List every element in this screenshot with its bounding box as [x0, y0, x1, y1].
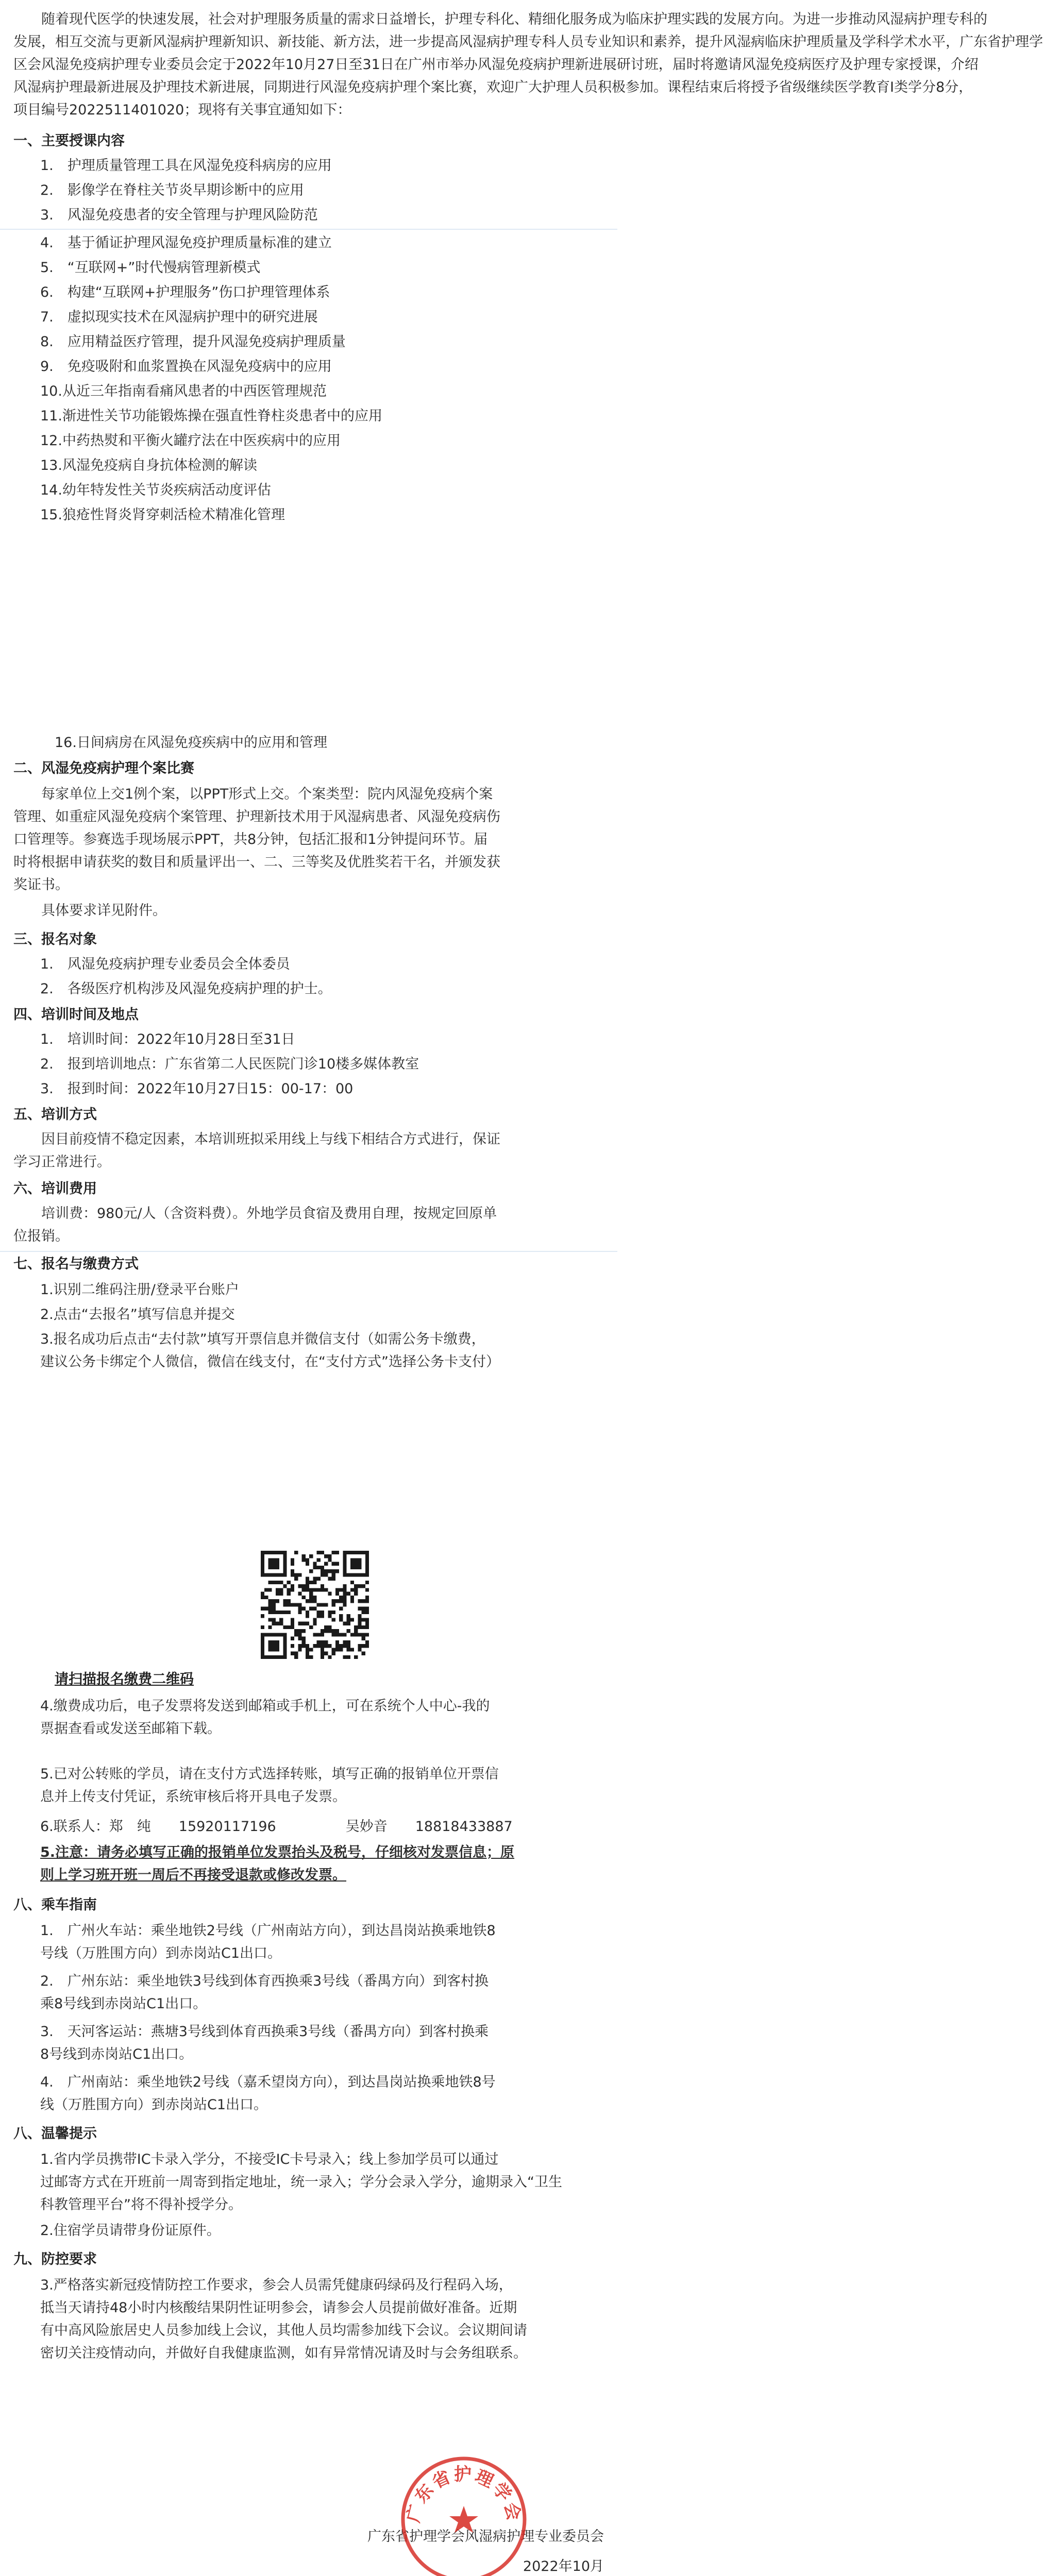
intro-line: 项目编号2022511401020；现将有关事宜通知如下： — [13, 102, 351, 118]
list-item: 4. 基于循证护理风湿免疫护理质量标准的建立 — [40, 235, 332, 251]
list-item: 1.识别二维码注册/登录平台账户 — [40, 1282, 239, 1298]
divider — [0, 229, 617, 230]
section-heading: 七、报名与缴费方式 — [13, 1256, 139, 1272]
list-item: 13.风湿免疫病自身抗体检测的解读 — [40, 457, 257, 473]
list-item: 12.中药热熨和平衡火罐疗法在中医疾病中的应用 — [40, 433, 341, 449]
official-seal-stamp — [397, 2452, 531, 2576]
signature-date: 2022年10月 — [523, 2558, 604, 2574]
contact-line: 6.联系人：郑 纯 15920117196 吴妙音 18818433887 — [40, 1819, 513, 1835]
paragraph-line: 有中高风险旅居史人员参加线上会议，其他人员均需参加线下会议。会议期间请 — [40, 2323, 527, 2338]
section-heading: 四、培训时间及地点 — [13, 1007, 139, 1023]
list-item: 15.狼疮性肾炎肾穿刺活检术精准化管理 — [40, 507, 285, 523]
tip-line: 科教管理平台”将不得补授学分。 — [40, 2197, 242, 2213]
list-item: 14.幼年特发性关节炎疾病活动度评估 — [40, 482, 271, 498]
paragraph-line: 管理、如重症风湿免疫病个案管理、护理新技术用于风湿病患者、风湿免疫病伤 — [13, 809, 500, 825]
list-item: 10.从近三年指南看痛风患者的中西医管理规范 — [40, 383, 327, 399]
paragraph-line: 口管理等。参赛选手现场展示PPT，共8分钟，包括汇报和1分钟提问环节。届 — [13, 832, 488, 848]
paragraph-line: 培训费：980元/人（含资料费）。外地学员食宿及费用自理，按规定回原单 — [41, 1206, 497, 1222]
list-item: 2. 报到培训地点：广东省第二人民医院门诊10楼多媒体教室 — [40, 1056, 419, 1072]
paragraph-line: 具体要求详见附件。 — [41, 903, 166, 919]
intro-line: 发展，相互交流与更新风湿病护理新知识、新技能、新方法，进一步提高风湿病护理专科人员专业知识和素养，提升风湿病临床护理质量及学科学术水平，广东省护理学 — [13, 34, 1043, 50]
paragraph-line: 时将根据申请获奖的数目和质量评出一、二、三等奖及优胜奖若干名，并颁发获 — [13, 854, 500, 870]
paragraph-line: 密切关注疫情动向，并做好自我健康监测，如有异常情况请及时与会务组联系。 — [40, 2345, 527, 2361]
list-item: 3. 报到时间：2022年10月27日15：00-17：00 — [40, 1081, 354, 1097]
route-line: 线（万胜围方向）到赤岗站C1出口。 — [40, 2097, 268, 2113]
paragraph-line: 每家单位上交1例个案，以PPT形式上交。个案类型：院内风湿免疫病个案 — [41, 786, 493, 802]
paragraph-line: 因目前疫情不稳定因素，本培训班拟采用线上与线下相结合方式进行，保证 — [41, 1131, 500, 1147]
list-item: 6. 构建“互联网+护理服务”伤口护理管理体系 — [40, 284, 330, 300]
list-item: 11.渐进性关节功能锻炼操在强直性脊柱炎患者中的应用 — [40, 408, 382, 424]
route-line: 乘8号线到赤岗站C1出口。 — [40, 1996, 207, 2012]
paragraph-line: 4.缴费成功后，电子发票将发送到邮箱或手机上，可在系统个人中心-我的 — [40, 1698, 490, 1714]
tip-line: 2.住宿学员请带身份证原件。 — [40, 2223, 221, 2239]
section-heading: 一、主要授课内容 — [13, 133, 125, 149]
route-line: 8号线到赤岗站C1出口。 — [40, 2046, 193, 2062]
list-item: 1. 护理质量管理工具在风湿免疫科病房的应用 — [40, 158, 332, 174]
paragraph-line: 建议公务卡绑定个人微信，微信在线支付，在“支付方式”选择公务卡支付） — [40, 1354, 500, 1370]
route-line: 2. 广州东站：乘坐地铁3号线到体育西换乘3号线（番禺方向）到客村换 — [40, 1973, 489, 1989]
paragraph-line: 奖证书。 — [13, 877, 69, 893]
qr-caption: 请扫描报名缴费二维码 — [55, 1671, 194, 1687]
section-heading: 八、乘车指南 — [13, 1897, 97, 1913]
list-item: 8. 应用精益医疗管理，提升风湿免疫病护理质量 — [40, 334, 346, 350]
list-item: 5. “互联网+”时代慢病管理新模式 — [40, 260, 261, 276]
paragraph-line: 3.严格落实新冠疫情防控工作要求，参会人员需凭健康码绿码及行程码入场， — [40, 2277, 513, 2293]
intro-line: 随着现代医学的快速发展，社会对护理服务质量的需求日益增长，护理专科化、精细化服务成为临床护理实践的发展方向。为进一步推动风湿病护理专科的 — [41, 11, 987, 27]
section-heading: 二、风湿免疫病护理个案比赛 — [13, 760, 194, 776]
section-heading: 三、报名对象 — [13, 931, 97, 947]
paragraph-line: 位报销。 — [13, 1228, 69, 1244]
section-heading: 九、防控要求 — [13, 2251, 97, 2267]
notice-line: 5.注意：请务必填写正确的报销单位发票抬头及税号，仔细核对发票信息；原 — [40, 1844, 515, 1860]
paragraph-line: 3.报名成功后点击“去付款”填写开票信息并微信支付（如需公务卡缴费， — [40, 1331, 485, 1347]
route-line: 1. 广州火车站：乘坐地铁2号线（广州南站方向），到达昌岗站换乘地铁8 — [40, 1923, 496, 1939]
list-item: 2. 各级医疗机构涉及风湿免疫病护理的护士。 — [40, 981, 332, 997]
list-item: 3. 风湿免疫患者的安全管理与护理风险防范 — [40, 207, 318, 223]
section-heading: 六、培训费用 — [13, 1181, 97, 1197]
paragraph-line: 抵当天请持48小时内核酸结果阴性证明参会，请参会人员提前做好准备。近期 — [40, 2300, 517, 2316]
list-item: 2.点击“去报名”填写信息并提交 — [40, 1307, 235, 1323]
list-item: 1. 风湿免疫病护理专业委员会全体委员 — [40, 956, 290, 972]
notice-line: 则上学习班开班一周后不再接受退款或修改发票。 — [40, 1867, 346, 1883]
payment-qr-code[interactable] — [261, 1551, 369, 1659]
route-line: 4. 广州南站：乘坐地铁2号线（嘉禾望岗方向），到达昌岗站换乘地铁8号 — [40, 2074, 496, 2090]
intro-line: 区会风湿免疫病护理专业委员会定于2022年10月27日至31日在广州市举办风湿免疫病护理新进展研讨班，届时将邀请风湿免疫病医疗及护理专家授课，介绍 — [13, 57, 979, 73]
route-line: 3. 天河客运站：燕塘3号线到体育西换乘3号线（番禺方向）到客村换乘 — [40, 2024, 489, 2040]
intro-line: 风湿病护理最新进展及护理技术新进展，同期进行风湿免疫病护理个案比赛，欢迎广大护理人员积极参加。课程结束后将授予省级继续医学教育Ⅰ类学分8分， — [13, 79, 973, 95]
tip-line: 过邮寄方式在开班前一周寄到指定地址，统一录入；学分会录入学分，逾期录入“卫生 — [40, 2174, 562, 2190]
divider — [0, 1251, 617, 1252]
list-item: 2. 影像学在脊柱关节炎早期诊断中的应用 — [40, 182, 304, 198]
list-item: 7. 虚拟现实技术在风湿病护理中的研究进展 — [40, 309, 318, 325]
tip-line: 1.省内学员携带IC卡录入学分，不接受IC卡号录入；线上参加学员可以通过 — [40, 2151, 499, 2167]
route-line: 号线（万胜围方向）到赤岗站C1出口。 — [40, 1945, 282, 1961]
paragraph-line: 票据查看或发送至邮箱下载。 — [40, 1721, 221, 1737]
section-heading: 五、培训方式 — [13, 1107, 97, 1123]
list-item: 16.日间病房在风湿免疫疾病中的应用和管理 — [55, 735, 327, 751]
paragraph-line: 5.已对公转账的学员，请在支付方式选择转账，填写正确的报销单位开票信 — [40, 1766, 499, 1782]
signature-org: 广东省护理学会风湿病护理专业委员会 — [367, 2529, 604, 2545]
section-heading: 八、温馨提示 — [13, 2126, 97, 2142]
paragraph-line: 学习正常进行。 — [13, 1154, 111, 1170]
svg-text:广东省护理学会: 广东省护理学会 — [402, 2464, 525, 2524]
list-item: 1. 培训时间：2022年10月28日至31日 — [40, 1031, 295, 1047]
paragraph-line: 息并上传支付凭证，系统审核后将开具电子发票。 — [40, 1789, 346, 1805]
list-item: 9. 免疫吸附和血浆置换在风湿免疫病中的应用 — [40, 359, 332, 375]
